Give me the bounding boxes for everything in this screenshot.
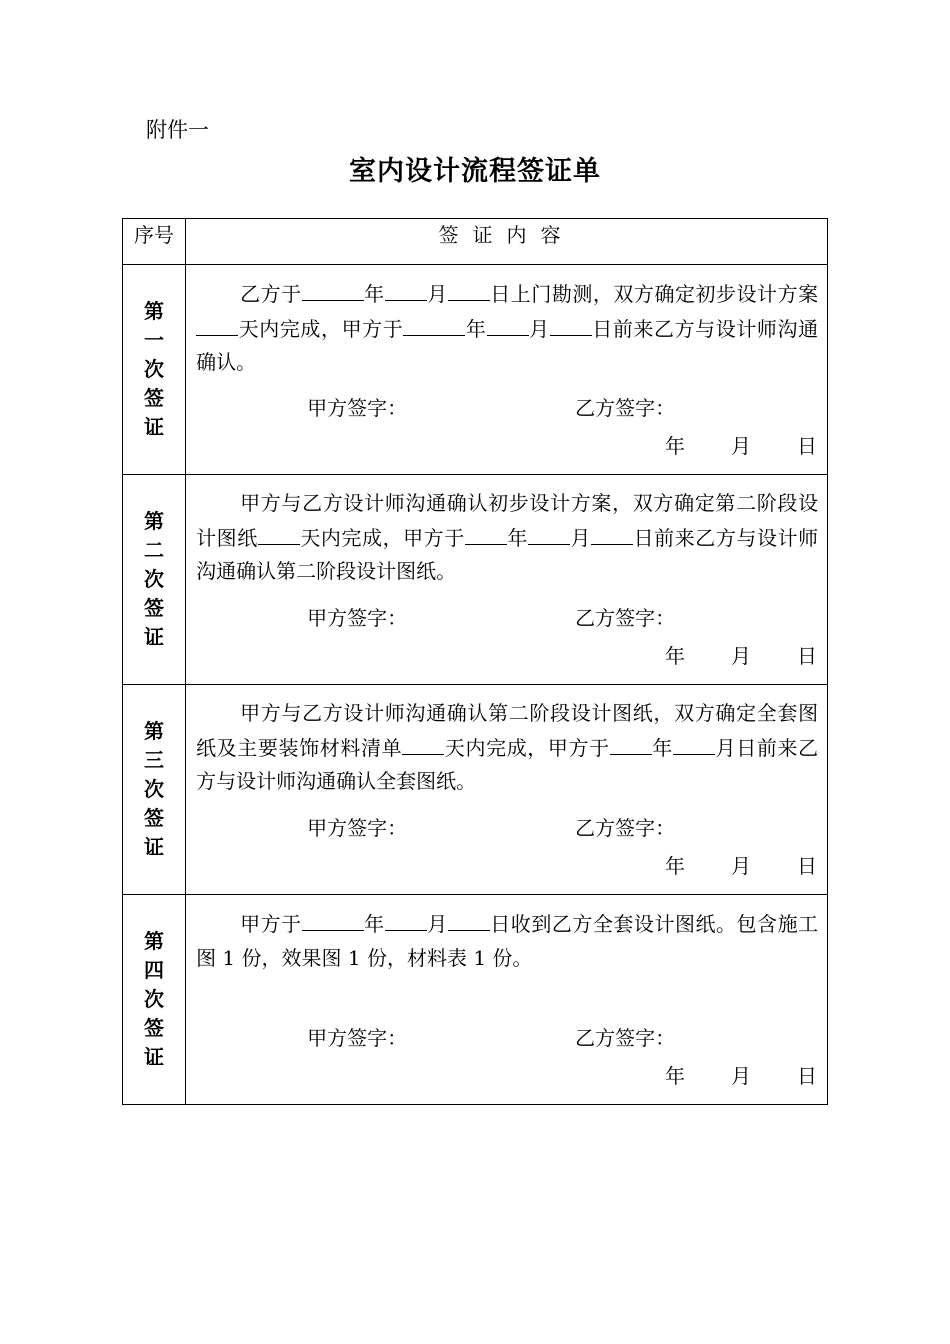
- party-b-signature-label: 乙方签字：: [575, 816, 676, 840]
- fill-blank-days[interactable]: [196, 312, 238, 336]
- party-a-signature-label: 甲方签字：: [307, 1026, 408, 1050]
- fill-blank-days[interactable]: [402, 731, 444, 755]
- party-b-signature-label: 乙方签字：: [575, 1026, 676, 1050]
- text-segment: 日前来乙方与设计师沟通确认。: [196, 316, 819, 374]
- date-day-label: 日: [797, 854, 817, 878]
- round-content-cell: [186, 475, 828, 685]
- signature-date: [665, 641, 817, 671]
- fill-blank-month[interactable]: [673, 731, 715, 755]
- text-segment: 天内完成，甲方于: [444, 735, 610, 760]
- round-label: 第一次签证: [144, 299, 165, 439]
- table-row-round-4: [123, 895, 828, 1105]
- party-a-signature-label: 甲方签字：: [307, 816, 408, 840]
- date-month-label: 月: [731, 1064, 751, 1088]
- text-segment: 月: [528, 316, 550, 341]
- fill-blank-month[interactable]: [528, 521, 570, 545]
- party-b-signature-label: 乙方签字：: [575, 606, 676, 630]
- header-content: 签证内容: [186, 219, 828, 265]
- round-content-text: [196, 277, 818, 380]
- date-month-label: 月: [731, 644, 751, 668]
- text-segment: 月: [569, 525, 592, 550]
- date-year-label: 年: [665, 644, 685, 668]
- fill-blank-month[interactable]: [487, 312, 529, 336]
- signature-date: [665, 1061, 817, 1091]
- date-day-label: 日: [797, 1064, 817, 1088]
- table-row-round-3: [123, 685, 828, 895]
- text-segment: 月: [426, 912, 448, 936]
- text-segment: 乙方于: [240, 282, 302, 306]
- text-segment: 天内完成，甲方于: [299, 525, 465, 550]
- fill-blank-day[interactable]: [550, 312, 592, 336]
- party-a-signature-label: 甲方签字：: [307, 396, 408, 420]
- text-segment: 甲方与乙方设计师沟通确认初步设计方案，双方确定第二阶段设计图纸: [196, 491, 819, 550]
- text-segment: 天内完成，甲方于: [238, 316, 404, 341]
- party-b-signature-label: 乙方签字：: [575, 396, 676, 420]
- header-seq: 序号: [123, 219, 186, 265]
- signature-date: [665, 851, 817, 881]
- party-a-signature-label: 甲方签字：: [307, 606, 408, 630]
- visa-form-table: [122, 218, 828, 1105]
- table-header-row: [123, 219, 828, 265]
- text-segment: 日上门勘测，双方确定初步设计方案: [489, 282, 819, 306]
- fill-blank-year[interactable]: [465, 521, 507, 545]
- text-segment: 年: [363, 912, 385, 936]
- round-content-cell: [186, 895, 828, 1105]
- fill-blank-year[interactable]: [610, 731, 652, 755]
- fill-blank-year[interactable]: [302, 277, 364, 301]
- date-year-label: 年: [665, 854, 685, 878]
- attachment-label: 附件一: [146, 118, 209, 142]
- text-segment: 年: [506, 525, 528, 550]
- text-segment: 年: [363, 282, 385, 306]
- table-row-round-1: [123, 265, 828, 475]
- fill-blank-year[interactable]: [403, 312, 465, 336]
- round-label-cell: [123, 475, 186, 685]
- text-segment: 甲方与乙方设计师沟通确认第二阶段设计图纸，双方确定全套图纸及主要装饰材料清单: [196, 701, 819, 760]
- round-label: 第三次签证: [144, 719, 165, 859]
- round-label-cell: [123, 685, 186, 895]
- round-label: 第四次签证: [144, 929, 165, 1069]
- signature-date: [665, 431, 817, 461]
- document-title: 室内设计流程签证单: [349, 156, 601, 187]
- fill-blank-day[interactable]: [591, 521, 633, 545]
- date-month-label: 月: [731, 854, 751, 878]
- text-segment: 日前来乙方与设计师沟通确认第二阶段设计图纸。: [196, 525, 819, 583]
- table-row-round-2: [123, 475, 828, 685]
- date-day-label: 日: [797, 644, 817, 668]
- round-content-cell: [186, 685, 828, 895]
- round-label-cell: [123, 265, 186, 475]
- date-day-label: 日: [797, 434, 817, 458]
- text-segment: 甲方于: [240, 912, 302, 936]
- round-content-text: [196, 487, 818, 589]
- text-segment: 月: [426, 282, 448, 306]
- text-segment: 日收到乙方全套设计图纸。包含施工图 1 份，效果图 1 份，材料表 1 份。: [196, 912, 819, 970]
- fill-blank-month[interactable]: [385, 277, 427, 301]
- round-label: 第二次签证: [144, 509, 165, 649]
- round-label-cell: [123, 895, 186, 1105]
- fill-blank-day[interactable]: [448, 277, 490, 301]
- text-segment: 年: [465, 316, 487, 341]
- date-year-label: 年: [665, 1064, 685, 1088]
- fill-blank-year[interactable]: [302, 907, 364, 931]
- round-content-text: [196, 697, 818, 799]
- date-month-label: 月: [731, 434, 751, 458]
- date-year-label: 年: [665, 434, 685, 458]
- fill-blank-day[interactable]: [448, 907, 490, 931]
- text-segment: 年: [651, 735, 674, 760]
- text-segment: 月日前来乙方与设计师沟通确认全套图纸。: [196, 735, 819, 793]
- fill-blank-month[interactable]: [385, 907, 427, 931]
- round-content-text: [196, 907, 818, 975]
- fill-blank-days[interactable]: [258, 521, 300, 545]
- round-content-cell: [186, 265, 828, 475]
